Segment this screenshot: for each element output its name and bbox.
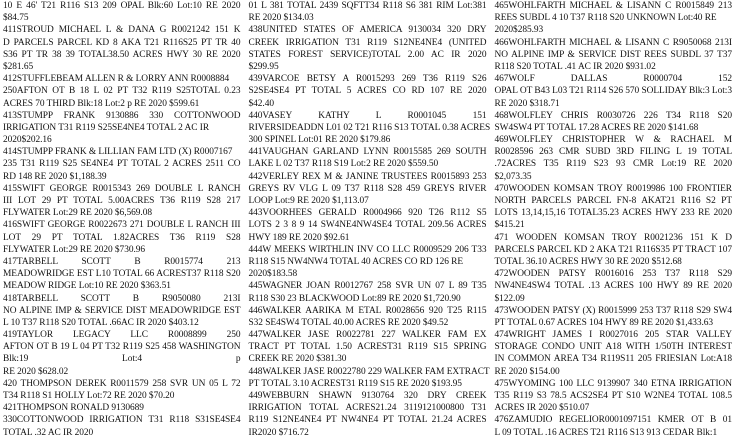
- text-line: PT TOTAL 0.67 ACRES 104 HWY 89 RE 2020 $1,433.63: [494, 317, 714, 328]
- text-line: STATES FOREST SERVICE)TOTAL 2.00 AC IR 2020: [248, 49, 487, 60]
- text-line: LOTS 2 3 8 9 14 SW4NE4NW4SE4 TOTAL 209.56 ACRES: [248, 220, 487, 231]
- text-line: LOTS 13,14,15,16 TOTAL35.23 ACRES HWY 233 RE 2020: [494, 208, 732, 219]
- text-line: 419TAYLOR LEGACY LLC R0008899 250: [3, 330, 241, 341]
- text-line: 438UNITED STATES OF AMERICA 9130034 320 DRY: [248, 25, 487, 36]
- text-line: MEADOW RIDGE Lot:10 RE 2020 $363.51: [3, 281, 171, 292]
- text-line: AFTON OT B 19 L 04 PT T32 R119 S25 458 WASHINGTON: [3, 342, 241, 353]
- text-line: RE 2020 $628.02: [3, 366, 69, 377]
- text-line: NO ALPINE IMP & SERVICE DIST REES SUBDL 37 T37: [494, 49, 732, 60]
- text-line: 416SWIFT GEORGE R0022673 271 DOUBLE L RANCH III: [3, 220, 241, 231]
- text-line: GREYS RV VLG L 09 T37 R118 S28 459 GREYS RIVER: [248, 183, 487, 194]
- text-line: RE 2020 $134.03: [248, 13, 314, 24]
- text-line: NO ALPINE IMP & SERVICE DIST MEADOWRIDGE EST: [3, 305, 241, 316]
- text-line: 446WALKER AARIKA M ETAL R0028656 920 T25 R115: [248, 305, 487, 316]
- text-line: 447WALKER JASE R0022781 227 WALKER FAM EX: [248, 330, 487, 341]
- text-line: .72ACRES T35 R119 S23 93 CMR Lot:19 RE 2020: [494, 159, 732, 170]
- text-line: IRRIGATION T31 R119 S25SE4NE4 TOTAL 2 AC IR: [3, 122, 210, 133]
- text-line: 2020$202.16: [3, 135, 52, 146]
- text-line: 414STUMPP FRANK & LILLIAN FAM LTD (X) R0007167: [3, 147, 233, 158]
- text-line: CREEK IRRIGATION T31 R119 S12NE4NE4 (UNITED: [248, 37, 487, 48]
- text-line: TOTAL .32 AC IR 2020: [3, 427, 94, 438]
- text-line: S32 SE4SW4 TOTAL 40.00 ACRES RE 2020 $49.52: [248, 317, 449, 328]
- text-line: IN COMMON AREA T34 R119S11 205 FRIESIAN Lot:A18: [494, 354, 732, 365]
- text-line: R118 S20 TOTAL .41 AC IR 2020 $931.02: [494, 61, 656, 72]
- text-line: NW4NE4SW4 TOTAL .13 ACRES 100 HWY 89 RE 2020: [494, 281, 732, 292]
- text-line: 466WOHLFARTH MICHAEL & LISANN C R9050068 213I: [494, 37, 732, 48]
- text-line: $281.65: [3, 61, 34, 72]
- text-line: CREEK RE 2020 $381.30: [248, 354, 347, 365]
- text-line: D PARCELS PARCEL KD 8 AKA T21 R116S25 PT TR 40: [3, 37, 241, 48]
- text-line: 420 THOMPSON DEREK R0011579 258 SVR UN 05 L 72: [3, 378, 241, 389]
- text-line: R119 S12NE4NE4 PT NW4NE4 PT TOTAL 21.24 ACRES: [248, 415, 487, 426]
- text-line: TOTAL 36.10 ACRES HWY 30 RE 2020 $512.68: [494, 256, 682, 267]
- text-line: 474WRIGHT JAMES I R0027016 205 STAR VALLEY: [494, 330, 732, 341]
- text-line: T35 R119 S3 78.5 ACS2SE4 PT S10 W2NE4 TOTAL 108.5: [494, 391, 732, 401]
- text-line: T34 R118 S1 HOLLY Lot:72 RE 2020 $70.20: [3, 391, 175, 401]
- text-line: LOOP Lot:9 RE 2020 $1,113.07: [248, 196, 369, 206]
- text-line: 473WOODEN PATSY (X) R0015999 253 T37 R118 S29 SW4: [494, 305, 732, 316]
- text-line: L 10 T37 R118 S20 TOTAL .66AC IR 2020 $403.12: [3, 317, 199, 328]
- text-line: RE 2020 $154.00: [494, 366, 560, 377]
- text-line: STORAGE CONDO UNIT A18 WITH 1/50TH INTEREST: [494, 342, 732, 353]
- text-line: 235 T31 R119 S25 SE4NE4 PT TOTAL 2 ACRES 2511 CO: [3, 159, 241, 170]
- text-line: S36 PT TR 38 39 TOTAL38.50 ACRES HWY 30 RE 2020: [3, 49, 241, 60]
- text-line: 300 SPINEL Lot:01 RE 2020 $179.86: [248, 135, 391, 146]
- text-line: 472WOODEN PATSY R0016016 253 T37 R118 S29: [494, 269, 732, 280]
- text-line: 01 L 381 TOTAL 2439 SQFTT34 R118 S6 381 RIM Lot:381: [248, 1, 487, 11]
- text-line: R118 S30 23 BLACKWOOD Lot:89 RE 2020 $1,720.90: [248, 293, 461, 304]
- text-line: 442VERLEY REX M & JANINE TRUSTEES R0015893 253: [248, 171, 487, 182]
- text-line: 468WOLFLEY CHRIS R0030726 226 T34 R118 S20: [494, 110, 732, 121]
- text-line: 411STROUD MICHAEL L & DANA G R0021242 151 K: [3, 25, 241, 36]
- text-line: 421THOMPSON RONALD 9130689: [3, 403, 144, 414]
- text-line: 471 WOODEN KOMSAN TROY R0021236 151 K D: [494, 232, 732, 243]
- text-line: SW4SW4 PT TOTAL 17.28 ACRES RE 2020 $141.68: [494, 122, 699, 133]
- text-line: 2020$183.58: [248, 269, 298, 280]
- text-line: 465WOHLFARTH MICHAEL & LISANN C R0015849 213: [494, 1, 732, 11]
- text-line: OPAL OT B43 L03 T21 R114 S26 570 SOLLIDAY Blk:3 Lot:3: [494, 86, 732, 97]
- text-line: 10 E 46' T21 R116 S13 209 OPAL Blk:60 Lot:10 RE 2020: [3, 1, 241, 11]
- text-line: 475WYOMING 100 LLC 9139907 340 ETNA IRRIGATION: [494, 378, 732, 389]
- text-line: S2SE4SE4 PT TOTAL 5 ACRES CO RD 107 RE 2020: [248, 86, 487, 97]
- text-line: 467WOLF DALLAS R0000704 152: [494, 74, 732, 85]
- text-line: R0028596 263 CMR SUBD 3RD FILING L 19 TOTAL: [494, 147, 732, 158]
- text-line: 413STUMPP FRANK 9130886 330 COTTONWOOD: [3, 110, 241, 121]
- text-line: 469WOLFLEY CHRISTOPHER W & RACHAEL M: [494, 135, 732, 146]
- text-line: 470WOODEN KOMSAN TROY R0019986 100 FRONTIER: [494, 183, 732, 194]
- text-line: 441VAUGHAN GARLAND LYNN R0015585 269 SOUTH: [248, 147, 487, 158]
- text-line: 415SWIFT GEORGE R0015343 269 DOUBLE L RANCH: [3, 183, 241, 194]
- text-line: $84.75: [3, 13, 29, 24]
- text-line: R118 S15 NW4NW4 TOTAL 40 ACRES CO RD 126 RE: [248, 256, 464, 267]
- text-line: HWY 189 RE 2020 $92.61: [248, 232, 350, 243]
- text-line: 2020$285.93: [494, 25, 544, 36]
- text-line: PT TOTAL 3.10 ACREST31 R119 S15 RE 2020 $193.95: [248, 378, 462, 389]
- text-line: IRRIGATION TOTAL ACRES21.24 3119121000800 T31: [248, 403, 487, 414]
- text-line: $2,073.35: [494, 171, 532, 182]
- text-line: 443VOORHEES GERALD R0004966 920 T26 R112 S5: [248, 208, 487, 219]
- text-line: 448WALKER JASE R0022780 229 WALKER FAM EXTRACT: [248, 366, 490, 377]
- text-line: MEADOWRIDGE EST L10 TOTAL 66 ACREST37 R118 S20: [3, 269, 241, 280]
- text-line: 444W MEEKS WIRTHLIN INV CO LLC R0009529 206 T33: [248, 244, 487, 255]
- text-line: ACRES IR 2020 $510.07: [494, 403, 590, 414]
- text-line: 476ZAMUDIO REGELIOR0001097151 KMER OT B 01: [494, 415, 732, 426]
- text-column-3: [494, 0, 733, 438]
- text-line: $415.21: [494, 220, 525, 231]
- text-line: TRACT PT TOTAL 1.50 ACREST31 R119 S15 SPRING: [248, 342, 487, 353]
- text-line: RD 148 RE 2020 $1,188.39: [3, 171, 107, 182]
- text-line: 412STUFFLEBEAM ALLEN R & LORRY ANN R0008884: [3, 74, 230, 85]
- text-line: LOT 29 PT TOTAL 1.82ACRES T36 R119 S28: [3, 232, 241, 243]
- text-line: L 09 TOTAL .16 ACRES T21 R116 S13 913 CEDAR Blk:1: [494, 427, 718, 438]
- text-line: 445WAGNER JOAN R0012767 258 SVR UN 07 L 89 T35: [248, 281, 487, 292]
- text-line: FLYWATER Lot:29 RE 2020 $730.96: [3, 244, 146, 255]
- text-line: 417TARBELL SCOTT B R0015774 213: [3, 256, 241, 267]
- text-column-1: [3, 0, 241, 438]
- text-line: 449WEBBURN SHAWN 9130764 320 DRY CREEK: [248, 391, 487, 401]
- text-line: $299.95: [248, 61, 279, 72]
- text-line: PARCELS PARCEL KD 2 AKA T21 R116S35 PT TRACT 107: [494, 244, 732, 255]
- text-line: $42.40: [248, 98, 274, 109]
- text-line: FLYWATER Lot:29 RE 2020 $6,569.08: [3, 208, 152, 219]
- text-line: RIVERSIDEADDN L01 02 T21 R116 S13 TOTAL 0.38 ACRES: [248, 122, 491, 133]
- text-line: Blk:19 Lot:4 p: [3, 354, 241, 365]
- text-line: 439VARCOE BETSY A R0015293 269 T36 R119 S26: [248, 74, 487, 85]
- text-line: IR2020 $716.72: [248, 427, 309, 438]
- text-line: NORTH PARCELS PARCEL FN-8 AKAT21 R116 S2 PT: [494, 196, 732, 206]
- text-line: 250AFTON OT B 18 L 02 PT T32 R119 S25TOTAL 0.23: [3, 86, 241, 97]
- text-line: $122.09: [494, 293, 525, 304]
- text-line: REES SUBDL 4 10 T37 R118 S20 UNKNOWN Lot:40 RE: [494, 13, 717, 24]
- text-line: III LOT 29 PT TOTAL 5.00ACRES T36 R119 S28 217: [3, 196, 241, 206]
- text-line: 330COTTONWOOD IRRIGATION T31 R118 S31SE4SE4: [3, 415, 241, 426]
- text-line: LAKE L 02 T37 R118 S19 Lot:2 RE 2020 $559.50: [248, 159, 439, 170]
- text-line: 418TARBELL SCOTT B R9050080 213I: [3, 293, 241, 304]
- text-column-2: [248, 0, 491, 438]
- text-line: 440VASEY KATHY L R0001045 151: [248, 110, 487, 121]
- text-line: RE 2020 $318.71: [494, 98, 560, 109]
- text-line: ACRES 70 THIRD Blk:18 Lot:2 p RE 2020 $599.61: [3, 98, 200, 109]
